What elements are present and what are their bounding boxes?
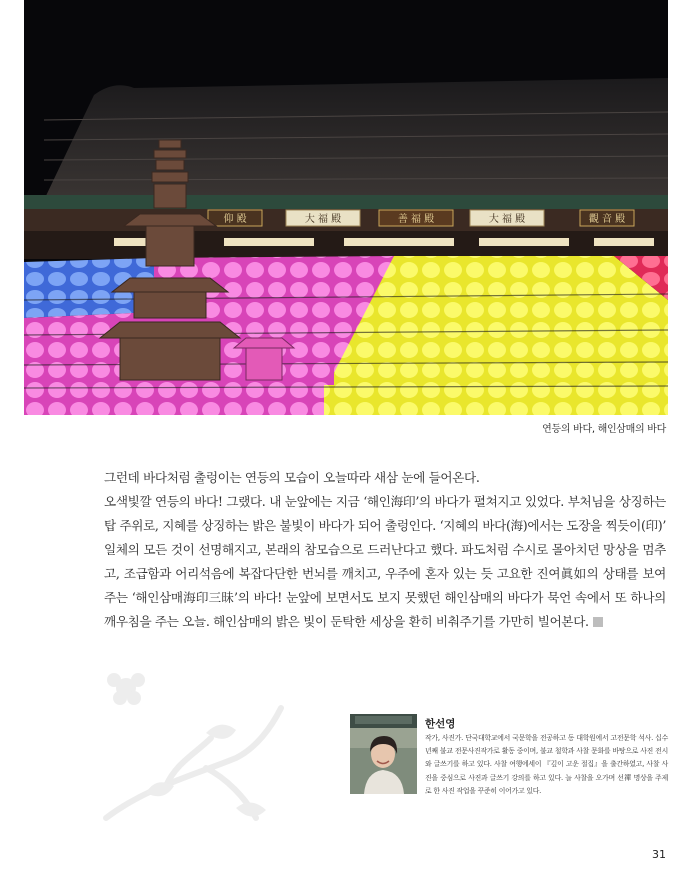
signboard-3: 善 福 殿 [397,214,435,225]
end-square-icon [593,617,603,627]
paragraph-2-text: 오색빛깔 연등의 바다! 그랬다. 내 눈앞에는 지금 ‘해인海印’의 바다가 펼쳐지고 있었다. 부처님을 상징하는 탑 주위로, 지혜를 상징하는 밝은 불빛이 바다가 되어 출렁인다. ‘지혜의 바다(海)에서는 도장을 찍듯이(印)’ 일체의 모든 것이 선명해지고, 본래의 참모습으로 드러난다고 했다. 파도처럼 수시로 몰아치던 망상을 멈추고, 조급함과 어리석음에 복잡다단한 번뇌를 깨치고, 우주에 혼자 있는 듯 고요한 진여眞如의 상태를 보여주는 ‘해인삼매海印三昧’의 바다! 눈앞에 보면서도 보지 못했던 해인삼매의 바다가 묵언 속에서 또 하나의 깨우침을 주는 오늘. 해인삼매의 밝은 빛이 둔탁한 세상을 환히 비춰주기를 가만히 빌어본다. [104,494,666,629]
signboard-5: 觀 音 殿 [588,214,626,225]
floral-ornament-icon [86,668,296,838]
author-photo [350,714,417,794]
signboard-4: 大 福 殿 [488,214,526,225]
signboard-2: 大 福 殿 [304,214,342,225]
author-bio: 작가, 사진가. 단국대학교에서 국문학을 전공하고 동 대학원에서 고전문학 석사. 십수 년째 불교 전문사진작가로 활동 중이며, 불교 철학과 사찰 문화를 바탕으로 사진 전시와 글쓰기를 하고 있다. 사찰 여행에세이 『깊이 고운 절집』을 출간하였고, 사찰 사진을 중심으로 사진과 글쓰기 강의를 하고 있다. 늘 사찰을 오가며 선禪 명상을 주제로 한 사진 작업을 꾸준히 이어가고 있다. [425,734,668,795]
photo-caption: 연등의 바다, 해인삼매의 바다 [542,424,666,435]
author-portrait-icon [350,714,417,794]
paragraph-2 [104,490,666,634]
article-body [104,466,666,634]
author-name: 한선영 [425,718,456,730]
page-number: 31 [652,848,666,861]
signboard-1: 仰 殿 [223,214,247,225]
paragraph-1: 그런데 바다처럼 출렁이는 연등의 모습이 오늘따라 새삼 눈에 들어온다. [104,470,480,485]
temple-lanterns-illustration [24,0,668,415]
lantern-festival-photo [24,0,668,415]
